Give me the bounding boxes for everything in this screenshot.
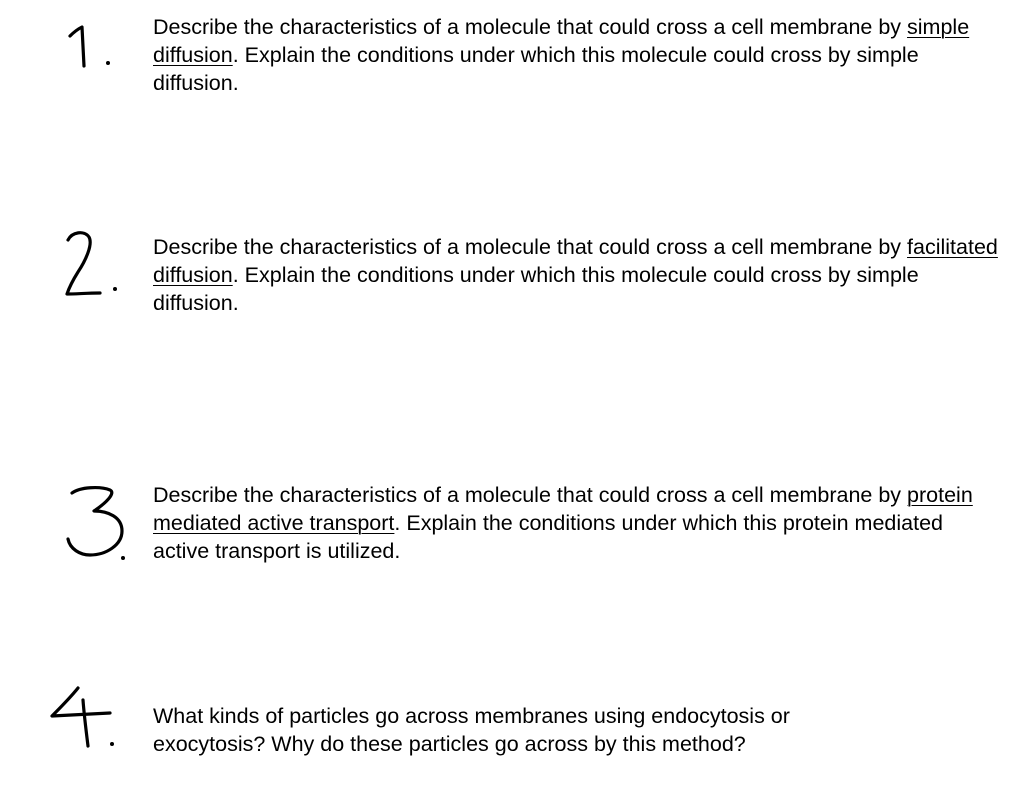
question-2-number xyxy=(60,228,130,300)
handwritten-number-3-icon xyxy=(60,483,135,563)
handwritten-number-1-icon xyxy=(60,22,120,72)
handwritten-number-4-icon xyxy=(40,680,135,760)
question-3-pre: Describe the characteristics of a molecule that could cross a cell membrane by xyxy=(153,483,908,507)
question-2-pre: Describe the characteristics of a molecule that could cross a cell membrane by xyxy=(153,235,908,259)
question-1-term: simple diffusion xyxy=(153,15,970,67)
question-2-text xyxy=(153,233,1003,317)
question-3-number xyxy=(60,483,135,563)
handwritten-number-2-icon xyxy=(60,228,130,300)
question-3-post: . Explain the conditions under which this protein mediated active transport is utilized. xyxy=(153,511,943,563)
question-1-text xyxy=(153,13,1003,97)
question-1-number xyxy=(60,22,120,72)
question-4-number xyxy=(40,680,135,760)
question-3-text xyxy=(153,481,993,565)
question-1-post: . Explain the conditions under which this molecule could cross by simple diffusion. xyxy=(153,43,919,95)
question-4-text xyxy=(153,702,893,758)
question-2-term: facilitated diffusion xyxy=(153,235,998,287)
question-2-post: . Explain the conditions under which this molecule could cross by simple diffusion. xyxy=(153,263,919,315)
question-4-pre: What kinds of particles go across membranes using endocytosis or exocytosis? Why do these particles go across by this method? xyxy=(153,704,790,756)
question-1-pre: Describe the characteristics of a molecule that could cross a cell membrane by xyxy=(153,15,908,39)
question-3-term: protein mediated active transport xyxy=(153,483,973,535)
